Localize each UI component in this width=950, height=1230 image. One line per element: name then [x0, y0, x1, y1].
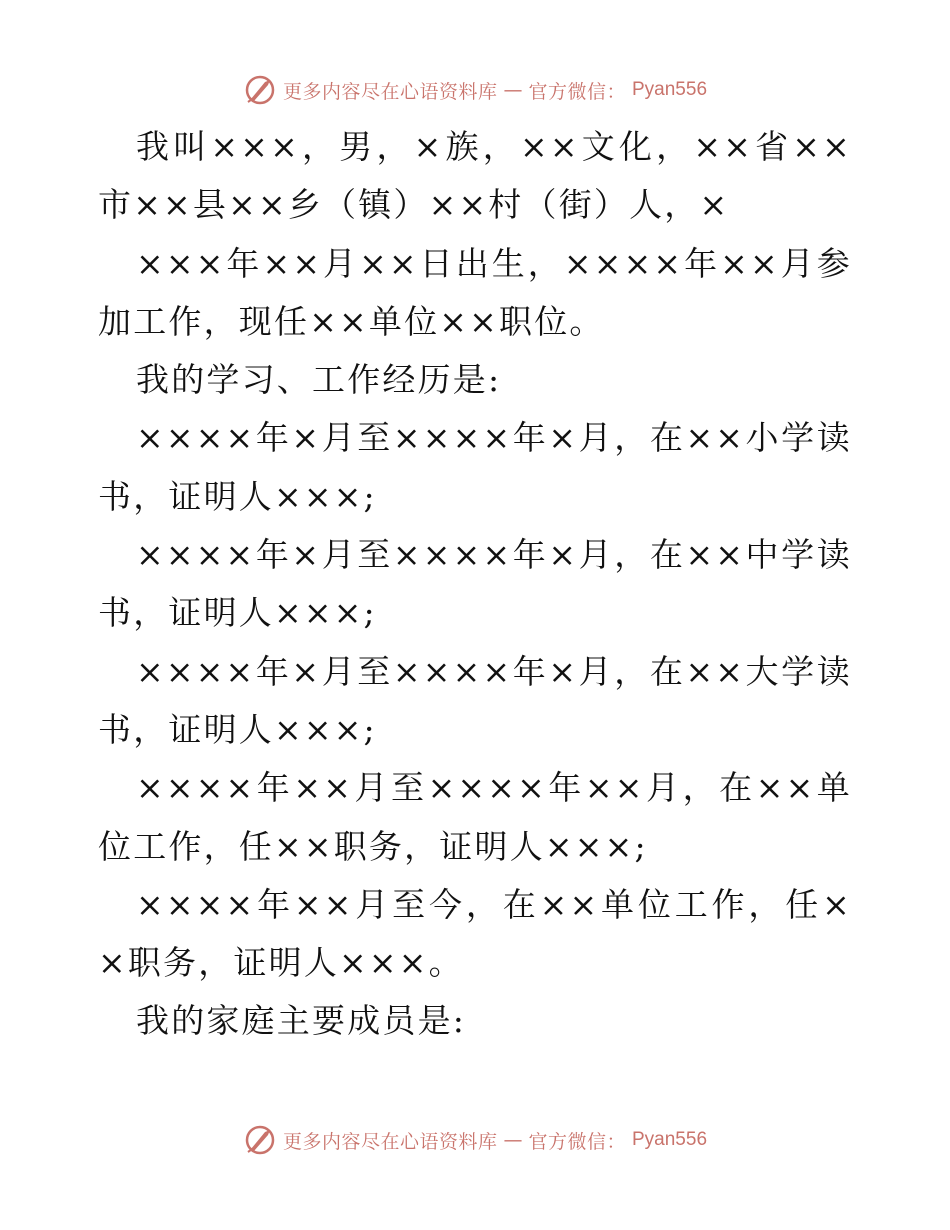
- paragraph-work-current: ××××年××月至今，在××单位工作，任××职务，证明人×××。: [98, 884, 852, 983]
- watermark-footer: [0, 1120, 950, 1160]
- watermark-separator: —: [503, 79, 523, 101]
- watermark-main-text: 更多内容尽在心语资料库: [282, 80, 498, 103]
- watermark-handle: Pyan556: [632, 1129, 708, 1150]
- paragraph-primary-school: ××××年×月至××××年×月，在××小学读书，证明人×××;: [98, 418, 852, 516]
- paragraph-family-heading: 我的家庭主要成员是:: [136, 1001, 467, 1041]
- watermark-suffix: 官方微信：: [528, 1130, 626, 1153]
- watermark-suffix: 官方微信：: [528, 80, 626, 103]
- watermark-separator: —: [503, 1129, 523, 1151]
- quill-logo-icon: [243, 1123, 277, 1157]
- paragraph-university: ××××年×月至××××年×月，在××大学读书，证明人×××;: [98, 651, 852, 749]
- paragraph-history-heading: 我的学习、工作经历是:: [136, 360, 502, 400]
- paragraph-birth-work: ×××年××月××日出生，××××年××月参加工作，现任××单位××职位。: [98, 243, 852, 341]
- paragraph-work-past: ××××年××月至××××年××月，在××单位工作，任××职务，证明人×××;: [98, 768, 852, 866]
- paragraph-intro: 我叫×××，男，×族，××文化，××省××市××县××乡（镇）××村（街）人，×: [98, 127, 852, 225]
- watermark-handle: Pyan556: [632, 79, 708, 100]
- paragraph-middle-school: ××××年×月至××××年×月，在××中学读书，证明人×××;: [98, 535, 852, 633]
- quill-logo-icon: [243, 73, 277, 107]
- watermark-header: [0, 70, 950, 110]
- watermark-main-text: 更多内容尽在心语资料库: [282, 1130, 498, 1153]
- document-body: [98, 118, 852, 1051]
